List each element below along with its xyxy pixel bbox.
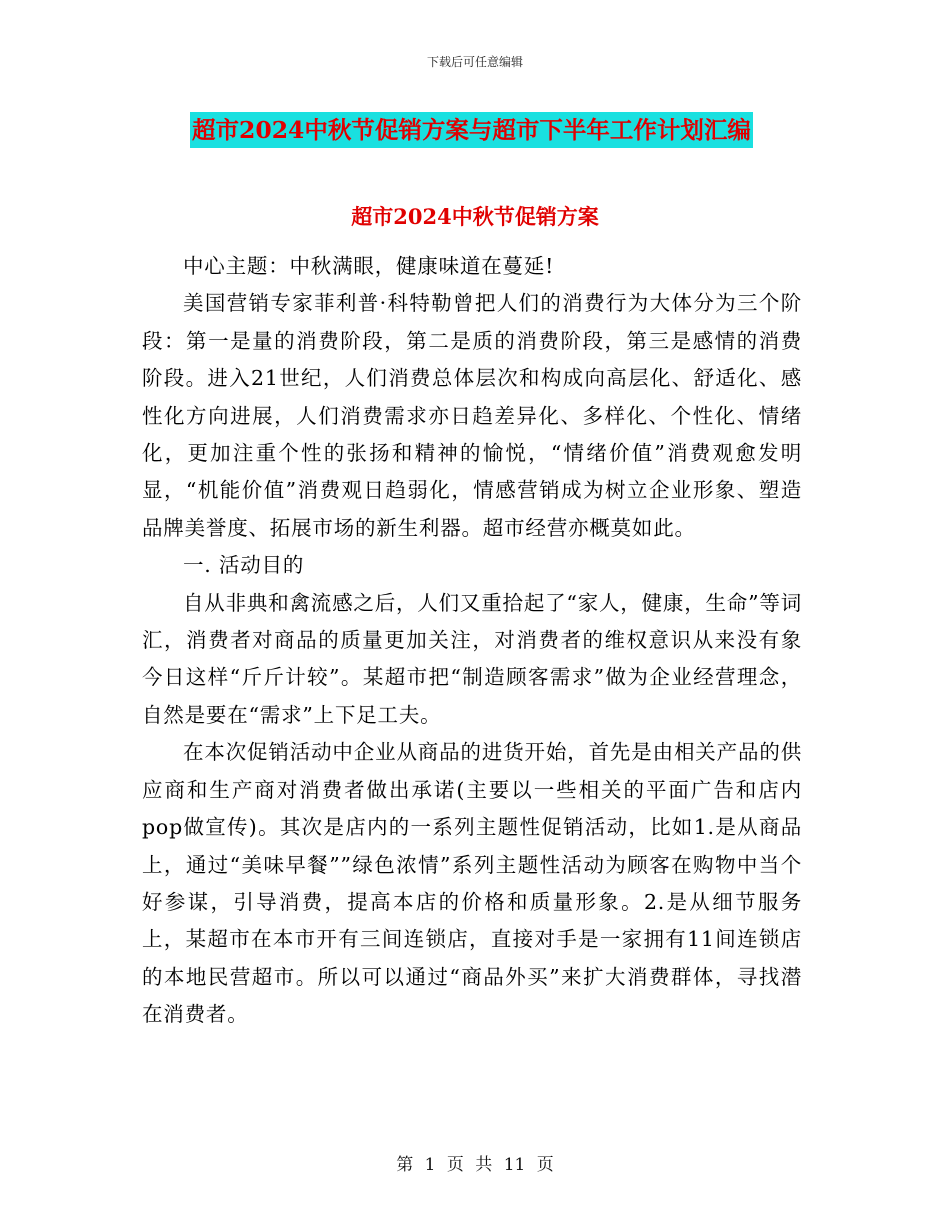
document-body [142,248,802,1034]
section-title: 超市2024中秋节促销方案 [351,204,599,229]
paragraph-background: 自从非典和禽流感之后，人们又重拾起了“家人，健康，生命”等词汇，消费者对商品的质量更加关注，对消费者的维权意识从来没有象今日这样“斤斤计较”。某超市把“制造顾客需求”做为企业经营理念，自然是要在“需求”上下足工夫。 [142,590,802,727]
page-header-note: 下载后可任意编辑 [426,55,523,69]
paragraph-theme: 中心主题：中秋满眼，健康味道在蔓延! [183,254,555,278]
page-footer: 第 1 页 共 11 页 [396,1155,554,1175]
document-main-title: 超市2024中秋节促销方案与超市下半年工作计划汇编 [190,112,753,148]
heading-activity-goal: 一. 活动目的 [183,553,305,578]
paragraph-intro: 美国营销专家菲利普·科特勒曾把人们的消费行为大体分为三个阶段：第一是量的消费阶段，第二是质的消费阶段，第三是感情的消费阶段。进入21世纪，人们消费总体层次和构成向高层化、舒适化、感性化方向进展，人们消费需求亦日趋差异化、多样化、个性化、情绪化，更加注重个性的张扬和精神的愉悦，“情绪价值”消费观愈发明显，“机能价值”消费观日趋弱化，情感营销成为树立企业形象、塑造品牌美誉度、拓展市场的新生利器。超市经营亦概莫如此。 [142,291,802,540]
paragraph-plan: 在本次促销活动中企业从商品的进货开始，首先是由相关产品的供应商和生产商对消费者做出承诺(主要以一些相关的平面广告和店内pop做宣传)。其次是店内的一系列主题性促销活动，比如1.是从商品上，通过“美味早餐””绿色浓情”系列主题性活动为顾客在购物中当个好参谋，引导消费，提高本店的价格和质量形象。2.是从细节服务上，某超市在本市开有三间连锁店，直接对手是一家拥有11间连锁店的本地民营超市。所以可以通过“商品外买”来扩大消费群体，寻找潜在消费者。 [142,740,802,1027]
